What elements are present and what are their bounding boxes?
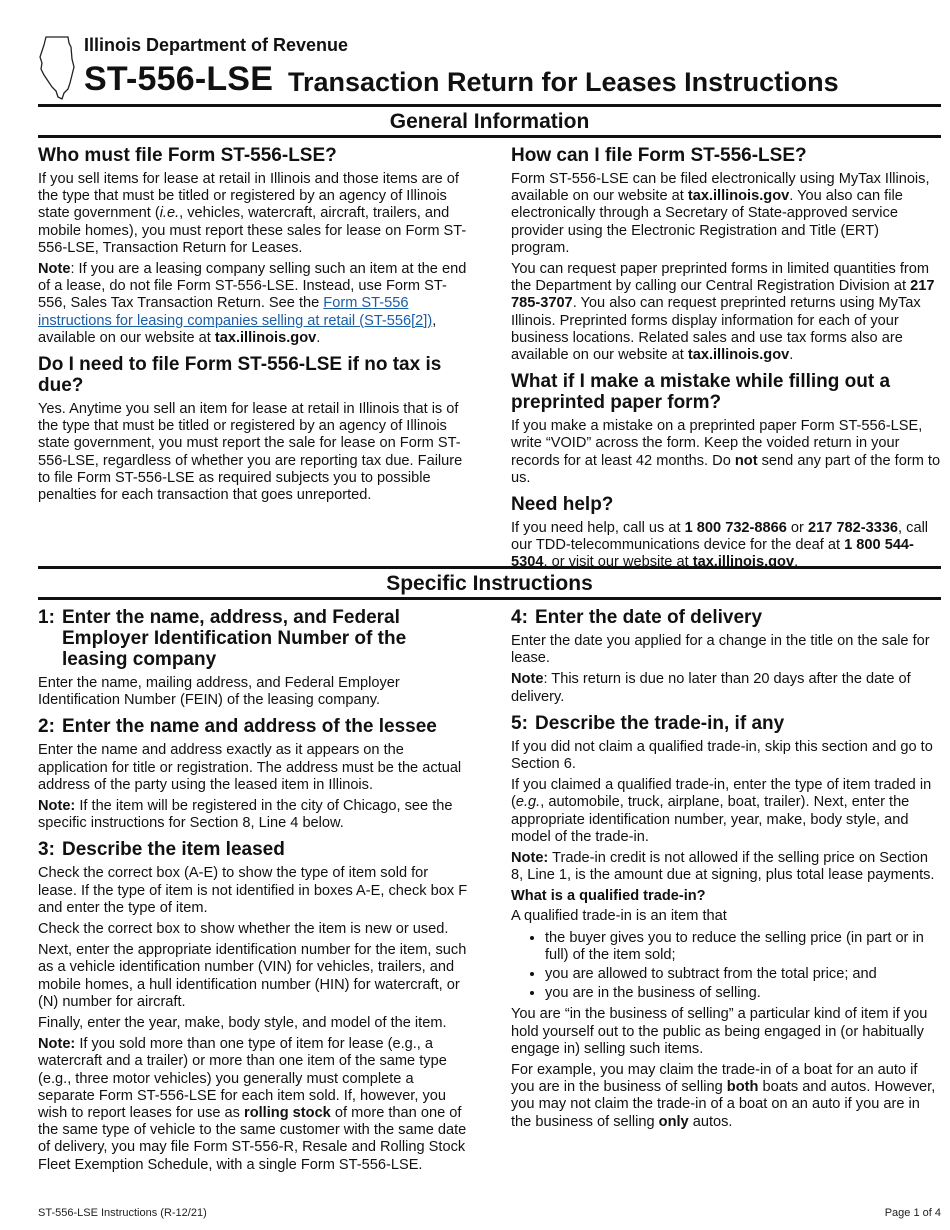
- section-4-note: Note: This return is due no later than 20 days after the date of delivery.: [511, 671, 911, 705]
- st-556-instructions-link[interactable]: Form ST-556 instructions for leasing companies selling at retail (ST-556[2]): [38, 295, 433, 329]
- specific-right-column: [511, 600, 941, 1178]
- section-2-heading: 2: Enter the name and address of the lessee: [38, 716, 437, 738]
- footer-form-revision: ST-556-LSE Instructions (R-12/21): [38, 1207, 207, 1219]
- illinois-state-outline-icon: [38, 35, 76, 101]
- no-tax-due-heading: Do I need to file Form ST-556-LSE if no tax is due?: [38, 354, 442, 397]
- specific-instructions-banner: Specific Instructions: [38, 566, 941, 600]
- section-5-paragraph-2: If you claimed a qualified trade-in, enter the type of item traded in (e.g., automobile, truck, airplane, boat, trailer). Next, enter the appropriate identification number, year, make, body style, and model of the trade-in.: [511, 777, 932, 845]
- specific-instructions-columns: [38, 600, 941, 1178]
- page-footer: [38, 1207, 941, 1219]
- who-must-file-heading: Who must file Form ST-556-LSE?: [38, 145, 337, 166]
- section-2-paragraph: Enter the name and address exactly as it appears on the application for title or registration. The address must be the actual address of the party using the leased item in Illinois.: [38, 742, 462, 793]
- how-to-file-paragraph-2: You can request paper preprinted forms in limited quantities from the Department by calling our Central Registration Division at 217 785-3707. You also can request preprinted returns using MyTax Illinois. Preprinted forms display information for each of your business locations. Related sales and use tax forms also are available on our website at tax.illinois.gov.: [511, 261, 935, 364]
- form-number: ST-556-LSE: [84, 60, 274, 98]
- who-must-file-note: Note: If you are a leasing company selling such an item at the end of a lease, do not file Form ST-556-LSE. Instead, use Form ST-556, Sales Tax Transaction Return. See the Form ST-556 instructions for leasing companies selling at retail (ST-556[2]), available on our website at tax.illinois.gov.: [38, 261, 467, 346]
- section-2-note: Note: If the item will be registered in the city of Chicago, see the specific instructions for Section 8, Line 4 below.: [38, 798, 453, 832]
- list-item: • you are allowed to subtract from the total price; and: [545, 966, 941, 983]
- section-3-paragraph-4: Finally, enter the year, make, body style, and model of the item.: [38, 1015, 447, 1032]
- section-3-heading: 3: Describe the item leased: [38, 839, 285, 861]
- mistake-paragraph: If you make a mistake on a preprinted paper Form ST-556-LSE, write “VOID” across the form. Keep the voided return in your records for at least 42 months. Do not send any part of the form to us.: [511, 418, 941, 486]
- qualified-trade-in-intro: A qualified trade-in is an item that: [511, 908, 727, 925]
- form-title: Transaction Return for Leases Instructions: [288, 67, 839, 97]
- footer-page-number: Page 1 of 4: [884, 1207, 941, 1219]
- document-page: [38, 0, 941, 1178]
- section-5-paragraph-4: For example, you may claim the trade-in of a boat for an auto if you are in the business of selling both boats and autos. However, you may not claim the trade-in of a boat on an auto if you are in the business of selling only autos.: [511, 1062, 936, 1130]
- general-information-columns: [38, 138, 941, 571]
- mistake-heading: What if I make a mistake while filling out a preprinted paper form?: [511, 371, 891, 414]
- no-tax-due-paragraph: Yes. Anytime you sell an item for lease at retail in Illinois that is of the type that must be titled or registered by an agency of Illinois state government, you must report the sale for lease on Form ST-556-LSE, regardless of whether you are reporting tax due. Failure to file Form ST-556-LSE as required subjects you to possible penalties for each transaction that goes unreported.: [38, 401, 463, 504]
- qualified-trade-in-list: [511, 930, 941, 1003]
- list-item: • you are in the business of selling.: [545, 985, 941, 1002]
- need-help-paragraph: If you need help, call us at 1 800 732-8866 or 217 782-3336, call our TDD-telecommunications device for the deaf at 1 800 544-5304, or visit our website at tax.illinois.gov.: [511, 520, 929, 571]
- general-left-column: [38, 138, 468, 566]
- section-3-paragraph-3: Next, enter the appropriate identification number for the item, such as a vehicle identification number (VIN) for vehicles, trailers, and mobile homes, a hull identification number (HIN) for watercraft, or (N) number for aircraft.: [38, 942, 467, 1010]
- section-1-heading: 1: Enter the name, address, and Federal Employer Identification Number of the leasing company: [38, 607, 407, 670]
- section-5-note: Note: Trade-in credit is not allowed if the selling price on Section 8, Line 1, is the amount due at signing, plus total lease payments.: [511, 850, 935, 884]
- need-help-heading: Need help?: [511, 494, 614, 516]
- section-4-heading: 4: Enter the date of delivery: [511, 607, 763, 628]
- how-to-file-paragraph-1: Form ST-556-LSE can be filed electronically using MyTax Illinois, available on our website at tax.illinois.gov. You also can file electronically through a Secretary of State-approved service provider using the Electronic Registration and Title (ERT) program.: [511, 171, 930, 256]
- section-1-paragraph: Enter the name, mailing address, and Federal Employer Identification Number (FEIN) of the leasing company.: [38, 675, 400, 709]
- section-3-paragraph-1: Check the correct box (A-E) to show the type of item sold for lease. If the type of item is not identified in boxes A-E, check box F and enter the type of item.: [38, 865, 468, 916]
- form-header: [38, 0, 941, 104]
- section-5-heading: 5: Describe the trade-in, if any: [511, 712, 785, 734]
- how-to-file-heading: How can I file Form ST-556-LSE?: [511, 145, 807, 166]
- specific-left-column: [38, 600, 468, 1178]
- section-3-paragraph-2: Check the correct box to show whether the item is new or used.: [38, 921, 449, 938]
- list-item: • the buyer gives you to reduce the selling price (in part or in full) of the item sold;: [545, 930, 941, 964]
- website-text: tax.illinois.gov: [214, 329, 317, 346]
- qualified-trade-in-subheading: What is a qualified trade-in?: [511, 888, 706, 905]
- general-information-banner: General Information: [38, 104, 941, 138]
- section-5-paragraph-3: You are “in the business of selling” a particular kind of item if you hold yourself out to the public as being engaged in (or habitually engage in) selling such items.: [511, 1006, 928, 1057]
- who-must-file-paragraph: If you sell items for lease at retail in Illinois and those items are of the type that must be titled or registered by an agency of Illinois state government (i.e., vehicles, watercraft, aircraft, trailers, and mobile homes), you must report these sales for lease on Form ST-556-LSE, Transaction Return for Leases.: [38, 171, 467, 256]
- general-right-column: [511, 138, 941, 571]
- section-4-paragraph: Enter the date you applied for a change in the title on the sale for lease.: [511, 633, 930, 667]
- section-3-note: Note: If you sold more than one type of item for lease (e.g., a watercraft and a trailer) or more than one item of the same type (e.g., three motor vehicles) you generally must complete a separate Form ST-556-LSE for each item sold. If, however, you wish to report leases for use as rolling stock of more than one of the same type of vehicle to the same customer with the same date of delivery, you may file Form ST-556-R, Resale and Rolling Stock Fleet Exemption Schedule, with a single Form ST-556-LSE.: [38, 1036, 467, 1173]
- section-5-paragraph-1: If you did not claim a qualified trade-in, skip this section and go to Section 6.: [511, 738, 933, 773]
- agency-name: Illinois Department of Revenue: [84, 35, 349, 55]
